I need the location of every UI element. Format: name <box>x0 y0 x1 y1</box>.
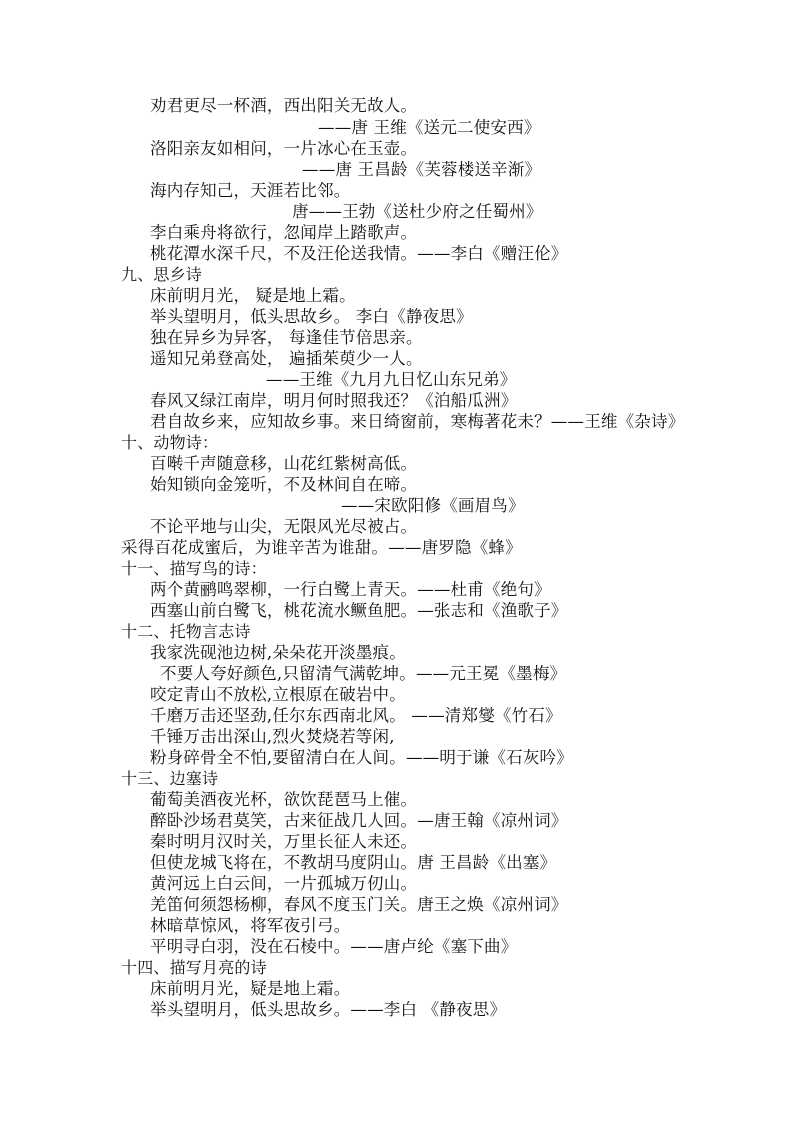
poem-line: 我家洗砚池边树,朵朵花开淡墨痕。 <box>150 643 406 662</box>
poem-line: 床前明月光， 疑是地上霜。 <box>150 286 356 305</box>
section-heading: 十四、描写月亮的诗 <box>121 958 267 977</box>
poem-line: 李白乘舟将欲行，忽闻岸上踏歌声。 <box>150 223 418 242</box>
section-heading: 十二、托物言志诗 <box>121 622 251 641</box>
poem-line: 平明寻白羽，没在石棱中。——唐卢纶《塞下曲》 <box>150 937 518 956</box>
poem-line: 羌笛何须怨杨柳，春风不度玉门关。唐王之焕《凉州词》 <box>150 895 568 914</box>
attribution-line: 唐——王勃《送杜少府之任蜀州》 <box>292 202 543 221</box>
poem-line: 洛阳亲友如相问，一片冰心在玉壶。 <box>150 139 418 158</box>
poem-line: 君自故乡来，应知故乡事。来日绮窗前，寒梅著花未？——王维《杂诗》 <box>150 412 685 431</box>
poem-line: 海内存知己，天涯若比邻。 <box>150 181 351 200</box>
poem-line: 但使龙城飞将在，不教胡马度阴山。唐 王昌龄《出塞》 <box>150 853 557 872</box>
poem-line: 始知锁向金笼听，不及林间自在啼。 <box>150 475 418 494</box>
attribution-line: ——王维《九月九日忆山东兄弟》 <box>266 370 517 389</box>
section-heading: 九、思乡诗 <box>121 265 203 284</box>
poem-line: 千锤万击出深山,烈火焚烧若等闲, <box>150 727 395 746</box>
section-heading: 十一、描写鸟的诗： <box>121 559 267 578</box>
poem-line: 咬定青山不放松,立根原在破岩中。 <box>150 685 406 704</box>
poem-line: 两个黄鹂鸣翠柳，一行白鹭上青天。——杜甫《绝句》 <box>150 580 551 599</box>
poem-line: 劝君更尽一杯酒，西出阳关无故人。 <box>150 96 418 115</box>
poem-line: 桃花潭水深千尺，不及汪伦送我情。——李白《赠汪伦》 <box>150 244 568 263</box>
poem-line: 春风又绿江南岸，明月何时照我还？《泊船瓜洲》 <box>150 391 518 410</box>
poem-line: 黄河远上白云间，一片孤城万仞山。 <box>150 874 418 893</box>
poem-line: 秦时明月汉时关，万里长征人未还。 <box>150 832 418 851</box>
poem-line: 举头望明月，低头思故乡。 李白《静夜思》 <box>150 307 473 326</box>
poem-line: 采得百花成蜜后，为谁辛苦为谁甜。——唐罗隐《蜂》 <box>121 538 522 557</box>
attribution-line: ——宋欧阳修《画眉鸟》 <box>341 496 525 515</box>
poem-line: 百啭千声随意移，山花红紫树高低。 <box>150 454 418 473</box>
poem-line: 遥知兄弟登高处， 遍插茱萸少一人。 <box>150 349 423 368</box>
section-heading: 十三、边塞诗 <box>121 769 219 788</box>
poem-line: 千磨万击还坚劲,任尔东西南北风。 ——清郑燮《竹石》 <box>150 706 562 725</box>
poem-line: 举头望明月，低头思故乡。——李白 《静夜思》 <box>150 1000 507 1019</box>
poem-line: 床前明月光，疑是地上霜。 <box>150 979 351 998</box>
poem-line: 独在异乡为异客， 每逢佳节倍思亲。 <box>150 328 423 347</box>
poem-line: 醉卧沙场君莫笑，古来征战几人回。—唐王翰《凉州词》 <box>150 811 568 830</box>
poem-line: 林暗草惊风，将军夜引弓。 <box>150 916 351 935</box>
poem-line: 不要人夸好颜色,只留清气满乾坤。——元王冕《墨梅》 <box>160 664 567 683</box>
poem-line: 不论平地与山尖，无限风光尽被占。 <box>150 517 418 536</box>
section-heading: 十、动物诗： <box>121 433 219 452</box>
poem-line: 葡萄美酒夜光杯，欲饮琵琶马上催。 <box>150 790 418 809</box>
poem-line: 西塞山前白鹭飞，桃花流水鳜鱼肥。—张志和《渔歌子》 <box>150 601 568 620</box>
attribution-line: ——唐 王昌龄《芙蓉楼送辛渐》 <box>302 160 542 179</box>
poem-line: 粉身碎骨全不怕,要留清白在人间。——明于谦《石灰吟》 <box>150 748 573 767</box>
attribution-line: ——唐 王维《送元二使安西》 <box>318 118 541 137</box>
